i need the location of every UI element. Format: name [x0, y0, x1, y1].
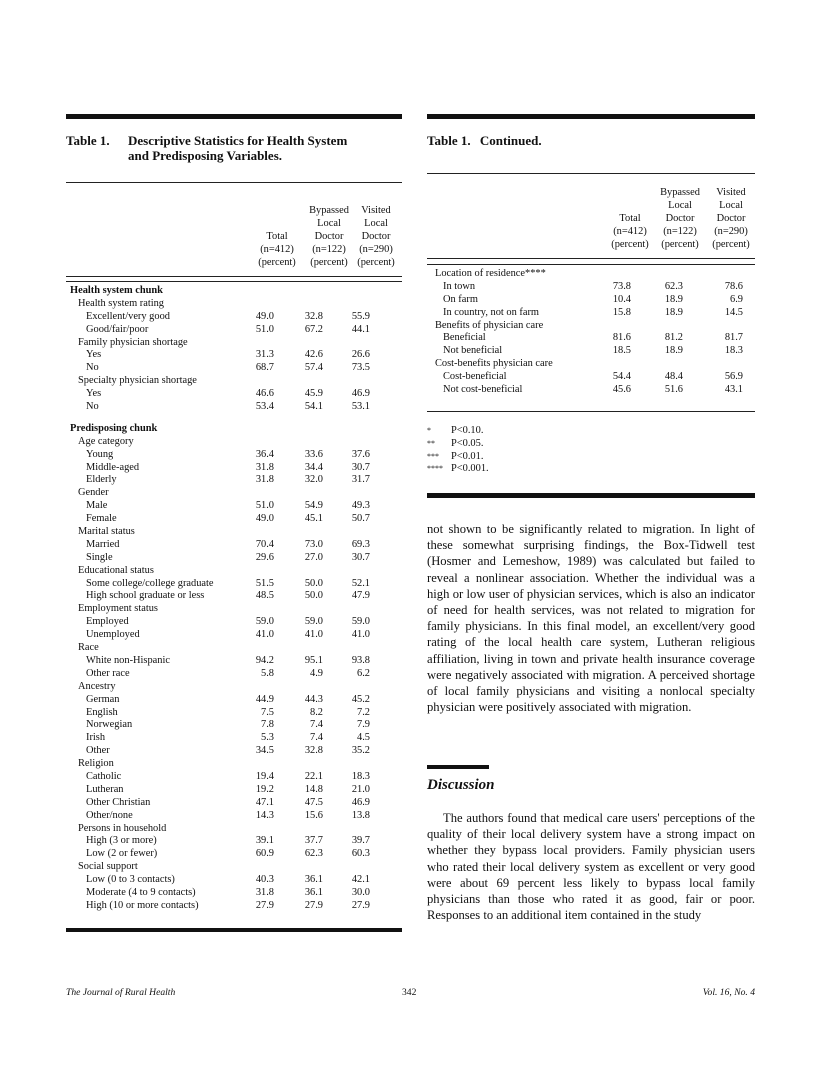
- row-label: English: [86, 706, 118, 718]
- row-label: German: [86, 693, 120, 705]
- table-row: [70, 823, 400, 836]
- row-value-col1: 31.8: [255, 886, 274, 898]
- row-value-col3: 13.8: [351, 809, 370, 821]
- row-value-col3: 6.9: [730, 293, 743, 305]
- row-label: Not beneficial: [443, 345, 503, 357]
- footnote-mark: *: [427, 426, 431, 435]
- row-label: Not cost-beneficial: [443, 384, 523, 396]
- table-row: [70, 578, 400, 591]
- table-row: [435, 384, 755, 397]
- table-row: [70, 810, 400, 823]
- table-right-header-col1-line-2: Total: [619, 213, 641, 224]
- table-right-header-col3-line-0: Visited: [716, 187, 746, 198]
- footnote-text: P<0.01.: [451, 450, 484, 462]
- row-value-col3: 59.0: [351, 616, 370, 628]
- row-value-col2: 57.4: [304, 362, 323, 374]
- table-right-header-col3-line-3: (n=290): [714, 226, 748, 237]
- row-label: White non-Hispanic: [86, 654, 170, 666]
- table-left-header-col3-line-1: Local: [364, 218, 388, 229]
- row-value-col1: 18.5: [612, 345, 631, 357]
- row-value-col1: 54.4: [612, 371, 631, 383]
- row-label: Location of residence****: [435, 268, 546, 279]
- row-value-col1: 48.5: [255, 590, 274, 602]
- table-row: [70, 311, 400, 324]
- table-row: [435, 332, 755, 345]
- discussion-heading: Discussion: [427, 777, 495, 793]
- row-value-col3: 73.5: [351, 362, 370, 374]
- row-label: Religion: [78, 758, 114, 770]
- row-label: High (10 or more contacts): [86, 899, 199, 911]
- footnote-text: P<0.001.: [451, 463, 489, 475]
- table-row: [70, 590, 400, 603]
- row-value-col2: 18.9: [664, 345, 683, 357]
- table-row: [70, 526, 400, 539]
- left-table-caption: [66, 133, 402, 163]
- row-value-col3: 30.0: [351, 886, 370, 898]
- row-value-col1: 60.9: [255, 848, 274, 860]
- table-row: [435, 268, 755, 281]
- row-label: Young: [86, 448, 114, 460]
- right-table-caption-label: Table 1.: [427, 133, 471, 148]
- row-label: Yes: [86, 349, 102, 361]
- row-label: Other/none: [86, 809, 133, 821]
- table-row: [70, 694, 400, 707]
- row-value-col2: 18.9: [664, 293, 683, 305]
- row-value-col2: 7.4: [310, 732, 323, 744]
- row-label: On farm: [443, 293, 478, 305]
- footer-volume: Vol. 16, No. 4: [702, 987, 755, 998]
- row-value-col3: 6.2: [357, 667, 370, 679]
- row-value-col3: 69.3: [351, 538, 370, 550]
- table-left-header-col2-line-1: Local: [317, 218, 341, 229]
- row-label: Some college/college graduate: [86, 577, 214, 589]
- row-value-col3: 46.9: [351, 388, 370, 400]
- row-value-col2: 54.1: [304, 401, 323, 413]
- table-row: [70, 298, 400, 311]
- table-row: [70, 285, 400, 298]
- row-label: Middle-aged: [86, 461, 140, 473]
- row-value-col2: 54.9: [304, 500, 323, 512]
- right-table-caption: [427, 133, 542, 148]
- row-value-col1: 29.6: [255, 551, 274, 563]
- row-value-col3: 21.0: [351, 783, 370, 795]
- row-label: Lutheran: [86, 783, 124, 795]
- table-row: [435, 345, 755, 358]
- table-row: [70, 436, 400, 449]
- row-value-col3: 60.3: [351, 848, 370, 860]
- row-label: Irish: [86, 732, 106, 744]
- row-value-col3: 42.1: [351, 874, 370, 886]
- left-table-caption-title-1: Descriptive Statistics for Health System: [128, 133, 348, 148]
- row-value-col2: 62.3: [304, 848, 323, 860]
- table-left-header-col2-line-0: Bypassed: [309, 205, 349, 216]
- table-row: [70, 349, 400, 362]
- row-label: Persons in household: [78, 822, 167, 834]
- row-label: Predisposing chunk: [70, 422, 158, 434]
- row-value-col3: 7.2: [357, 706, 370, 718]
- right-table-end-rule: [427, 493, 755, 498]
- table-row: [70, 745, 400, 758]
- row-value-col1: 14.3: [255, 809, 274, 821]
- table-row: [70, 603, 400, 616]
- table-right-header-col2-line-2: Doctor: [665, 213, 695, 224]
- left-table-caption-title-2: and Predisposing Variables.: [128, 148, 283, 163]
- footnote-text: P<0.05.: [451, 437, 484, 449]
- row-label: Health system rating: [78, 297, 164, 309]
- footnote-mark: ****: [427, 464, 443, 474]
- table-row: [70, 474, 400, 487]
- row-value-col1: 41.0: [255, 629, 274, 641]
- row-value-col3: 27.9: [351, 899, 370, 911]
- row-label: Elderly: [86, 474, 117, 486]
- row-value-col2: 14.8: [304, 783, 323, 795]
- row-label: Social support: [78, 861, 138, 873]
- table-row: [70, 655, 400, 668]
- row-label: Specialty physician shortage: [78, 375, 197, 387]
- table-right-header-col3-line-2: Doctor: [716, 213, 746, 224]
- table-row: [70, 324, 400, 337]
- table-row: [70, 629, 400, 642]
- table-row: [70, 900, 400, 913]
- table-row: [435, 371, 755, 384]
- table-left-header-col3-line-2: Doctor: [361, 231, 391, 242]
- row-value-col1: 10.4: [612, 293, 631, 305]
- row-value-col1: 46.6: [255, 388, 274, 400]
- table-row: [70, 362, 400, 375]
- left-table-caption-rule: [66, 182, 402, 183]
- table-left-header-col2-line-3: (n=122): [312, 244, 346, 255]
- table-row: [435, 307, 755, 320]
- body-paragraph-2: The authors found that medical care users' perceptions of the quality of their local delivery system have a strong impact on whether they bypass local providers. Family physician users who rated their local delivery system as excellent or very good were about 69 percent less likely to bypass local family physicians than those who rated it as good, fair or poor. Responses to an additional item contained in the study: [427, 811, 755, 923]
- table-row: [435, 294, 755, 307]
- left-table-body: [70, 285, 400, 913]
- row-value-col1: 27.9: [255, 899, 274, 911]
- row-value-col2: 34.4: [304, 461, 323, 473]
- table-right-header-col2-line-1: Local: [668, 200, 692, 211]
- row-value-col1: 53.4: [255, 401, 274, 413]
- row-value-col3: 46.9: [351, 796, 370, 808]
- row-value-col3: 81.7: [724, 332, 743, 344]
- table-row: [70, 401, 400, 414]
- table-right-header-col3-line-1: Local: [719, 200, 743, 211]
- row-label: Benefits of physician care: [435, 319, 544, 331]
- row-label: Married: [86, 538, 120, 550]
- row-value-col1: 49.0: [255, 513, 274, 525]
- row-value-col3: 26.6: [351, 349, 370, 361]
- row-value-col2: 27.0: [304, 551, 323, 563]
- row-value-col2: 44.3: [304, 693, 323, 705]
- row-value-col3: 14.5: [724, 306, 743, 318]
- row-value-col3: 39.7: [351, 835, 370, 847]
- table-row: [70, 414, 400, 423]
- row-value-col2: 32.8: [304, 310, 323, 322]
- row-value-col1: 34.5: [255, 745, 274, 757]
- row-value-col3: 56.9: [724, 371, 743, 383]
- row-label: Beneficial: [443, 332, 486, 344]
- row-value-col2: 51.6: [664, 384, 683, 396]
- row-value-col1: 19.4: [255, 770, 274, 782]
- row-value-col1: 51.0: [255, 323, 274, 335]
- right-table-header-rule-2: [427, 264, 755, 265]
- row-value-col3: 45.2: [351, 693, 370, 705]
- row-label: Single: [86, 551, 113, 563]
- left-table-header-rule-2: [66, 281, 402, 282]
- body-paragraph-1: not shown to be significantly related to migration. In light of these somewhat surprising findings, the Box-Tidwell test (Hosmer and Lemeshow, 1989) was calculated but failed to reveal a nonlinear association. Whether the individual was a high or low user of physician services, which is also an indicator of need for health services, was not related to migration for family physicians. In this final model, an excellent/very good rating of the local health care system, Lutheran religious affiliation, living in town and private health insurance coverage were negatively associated with migration. A perceived shortage of local family physicians and visiting a nonlocal specialty physician were positively associated with migration.: [427, 522, 755, 715]
- row-value-col2: 73.0: [304, 538, 323, 550]
- table-row: [70, 784, 400, 797]
- table-row: [70, 797, 400, 810]
- row-value-col2: 50.0: [304, 590, 323, 602]
- row-value-col1: 31.3: [255, 349, 274, 361]
- row-value-col1: 40.3: [255, 874, 274, 886]
- table-row: [70, 423, 400, 436]
- footer-journal: The Journal of Rural Health: [66, 987, 176, 998]
- table-row: [70, 513, 400, 526]
- row-value-col3: 52.1: [351, 577, 370, 589]
- row-label: High (3 or more): [86, 835, 157, 847]
- row-value-col1: 51.0: [255, 500, 274, 512]
- table-row: [70, 642, 400, 655]
- table-left-header-col1-line-2: Total: [266, 231, 288, 242]
- row-value-col3: 55.9: [351, 310, 370, 322]
- row-value-col1: 5.8: [261, 667, 274, 679]
- row-label: Catholic: [86, 770, 122, 782]
- row-label: Low (0 to 3 contacts): [86, 874, 175, 886]
- table-left-header-col3-line-3: (n=290): [359, 244, 393, 255]
- row-value-col3: 37.6: [351, 448, 370, 460]
- row-label: Excellent/very good: [86, 310, 170, 322]
- row-value-col3: 47.9: [351, 590, 370, 602]
- row-value-col3: 78.6: [724, 280, 743, 292]
- row-value-col2: 47.5: [304, 796, 323, 808]
- row-value-col1: 36.4: [255, 448, 274, 460]
- row-label: Gender: [78, 487, 109, 499]
- row-value-col2: 8.2: [310, 706, 323, 718]
- row-label: Female: [86, 513, 117, 525]
- table-left-header-col2-line-2: Doctor: [314, 231, 344, 242]
- row-value-col2: 7.4: [310, 719, 323, 731]
- row-value-col1: 45.6: [612, 384, 631, 396]
- row-label: Male: [86, 500, 108, 512]
- footer-page-number: 342: [402, 987, 417, 998]
- row-value-col2: 45.1: [304, 513, 323, 525]
- row-value-col1: 59.0: [255, 616, 274, 628]
- row-value-col2: 62.3: [664, 280, 683, 292]
- row-label: Moderate (4 to 9 contacts): [86, 886, 196, 898]
- row-value-col1: 70.4: [255, 538, 274, 550]
- table-row: [70, 375, 400, 388]
- row-value-col3: 41.0: [351, 629, 370, 641]
- right-table-caption-title: Continued.: [479, 133, 542, 148]
- row-value-col1: 15.8: [612, 306, 631, 318]
- table-row: [70, 487, 400, 500]
- row-label: In town: [443, 280, 476, 292]
- table-row: [70, 565, 400, 578]
- row-value-col2: 32.8: [304, 745, 323, 757]
- table-row: [435, 320, 755, 333]
- table-row: [70, 861, 400, 874]
- row-value-col3: 31.7: [351, 474, 370, 486]
- row-value-col1: 68.7: [255, 362, 274, 374]
- left-table-caption-label: Table 1.: [66, 133, 110, 148]
- table-row: [70, 874, 400, 887]
- row-label: Race: [78, 642, 99, 654]
- table-left-header-col3-line-4: (percent): [357, 257, 395, 268]
- row-value-col2: 50.0: [304, 577, 323, 589]
- row-value-col2: 18.9: [664, 306, 683, 318]
- row-label: Health system chunk: [70, 285, 163, 296]
- row-label: High school graduate or less: [86, 590, 205, 602]
- row-value-col1: 51.5: [255, 577, 274, 589]
- table-row: [70, 500, 400, 513]
- row-value-col2: 48.4: [664, 371, 683, 383]
- row-value-col3: 43.1: [724, 384, 743, 396]
- row-label: Other Christian: [86, 796, 151, 808]
- row-value-col2: 27.9: [304, 899, 323, 911]
- row-value-col1: 7.5: [261, 706, 274, 718]
- row-value-col1: 81.6: [612, 332, 631, 344]
- row-value-col3: 18.3: [724, 345, 743, 357]
- footnote-mark: ***: [427, 451, 439, 461]
- row-value-col3: 50.7: [351, 513, 370, 525]
- row-value-col3: 18.3: [351, 770, 370, 782]
- row-value-col3: 93.8: [351, 654, 370, 666]
- table-row: [70, 681, 400, 694]
- right-table-caption-rule: [427, 173, 755, 174]
- row-label: Age category: [78, 435, 134, 447]
- row-value-col1: 49.0: [255, 310, 274, 322]
- table-row: [70, 848, 400, 861]
- row-value-col1: 7.8: [261, 719, 274, 731]
- row-value-col2: 22.1: [304, 770, 323, 782]
- row-label: Norwegian: [86, 719, 133, 731]
- table-row: [70, 337, 400, 350]
- row-label: Employment status: [78, 603, 158, 615]
- table-row: [70, 462, 400, 475]
- row-value-col1: 31.8: [255, 474, 274, 486]
- row-value-col2: 4.9: [310, 667, 323, 679]
- row-label: Cost-beneficial: [443, 371, 507, 383]
- row-value-col3: 35.2: [351, 745, 370, 757]
- row-value-col2: 15.6: [304, 809, 323, 821]
- footnote-text: P<0.10.: [451, 425, 484, 436]
- table-row: [70, 707, 400, 720]
- table-left-header-col3-line-0: Visited: [361, 205, 391, 216]
- table-row: [70, 616, 400, 629]
- row-value-col1: 39.1: [255, 835, 274, 847]
- row-value-col2: 41.0: [304, 629, 323, 641]
- row-label: No: [86, 362, 99, 374]
- table-right-header-col3-line-4: (percent): [712, 239, 750, 250]
- row-value-col2: 36.1: [304, 886, 323, 898]
- row-label: Low (2 or fewer): [86, 848, 158, 860]
- row-value-col2: 32.0: [304, 474, 323, 486]
- row-label: Unemployed: [86, 629, 140, 641]
- row-value-col2: 37.7: [304, 835, 323, 847]
- row-label: Ancestry: [78, 680, 116, 692]
- row-value-col2: 81.2: [664, 332, 683, 344]
- table-row: [435, 281, 755, 294]
- table-row: [70, 758, 400, 771]
- table-row: [70, 835, 400, 848]
- row-label: Other race: [86, 667, 130, 679]
- row-value-col3: 44.1: [351, 323, 370, 335]
- row-value-col3: 53.1: [351, 401, 370, 413]
- row-value-col3: 49.3: [351, 500, 370, 512]
- table-row: [70, 732, 400, 745]
- row-value-col2: 42.6: [304, 349, 323, 361]
- row-value-col2: 59.0: [304, 616, 323, 628]
- right-table-header-rule: [427, 258, 755, 259]
- left-table-header-rule: [66, 276, 402, 277]
- row-value-col1: 44.9: [255, 693, 274, 705]
- row-label: No: [86, 401, 99, 413]
- table-row: [435, 358, 755, 371]
- row-label: Yes: [86, 388, 102, 400]
- table-row: [70, 668, 400, 681]
- left-table-bottom-rule: [66, 928, 402, 932]
- table-right-header-col2-line-4: (percent): [661, 239, 699, 250]
- row-value-col3: 4.5: [357, 732, 370, 744]
- row-label: Good/fair/poor: [86, 323, 149, 335]
- row-value-col2: 45.9: [304, 388, 323, 400]
- row-value-col3: 30.7: [351, 551, 370, 563]
- table-row: [70, 449, 400, 462]
- row-value-col1: 5.3: [261, 732, 274, 744]
- right-table-bottom-rule: [427, 411, 755, 412]
- row-label: Employed: [86, 616, 129, 628]
- row-label: Educational status: [78, 564, 154, 576]
- row-label: Family physician shortage: [78, 336, 188, 348]
- table-row: [70, 719, 400, 732]
- table-right-header-col1-line-4: (percent): [611, 239, 649, 250]
- row-label: Marital status: [78, 526, 135, 538]
- row-value-col1: 19.2: [255, 783, 274, 795]
- table-left-header-col2-line-4: (percent): [310, 257, 348, 268]
- table-row: [70, 539, 400, 552]
- row-label: Other: [86, 745, 110, 757]
- table-row: [70, 887, 400, 900]
- row-value-col3: 30.7: [351, 461, 370, 473]
- row-value-col2: 95.1: [304, 654, 323, 666]
- right-table-top-rule: [427, 114, 755, 119]
- table-row: [70, 388, 400, 401]
- row-label: In country, not on farm: [443, 306, 539, 318]
- table-row: [70, 771, 400, 784]
- left-table-top-rule: [66, 114, 402, 119]
- row-label: Cost-benefits physician care: [435, 358, 553, 370]
- table-row: [70, 552, 400, 565]
- row-value-col2: 36.1: [304, 874, 323, 886]
- row-value-col2: 33.6: [304, 448, 323, 460]
- row-value-col1: 47.1: [255, 796, 274, 808]
- table-right-header-col2-line-0: Bypassed: [660, 187, 700, 198]
- row-value-col3: 7.9: [357, 719, 370, 731]
- row-value-col1: 31.8: [255, 461, 274, 473]
- table-left-header-col1-line-3: (n=412): [260, 244, 294, 255]
- row-value-col1: 73.8: [612, 280, 631, 292]
- footnote-mark: **: [427, 438, 435, 448]
- row-value-col2: 67.2: [304, 323, 323, 335]
- discussion-heading-rule: [427, 765, 489, 769]
- table-right-header-col2-line-3: (n=122): [663, 226, 697, 237]
- table-right-header-col1-line-3: (n=412): [613, 226, 647, 237]
- table-left-header-col1-line-4: (percent): [258, 257, 296, 268]
- right-table-body: [435, 268, 755, 397]
- row-value-col1: 94.2: [255, 654, 274, 666]
